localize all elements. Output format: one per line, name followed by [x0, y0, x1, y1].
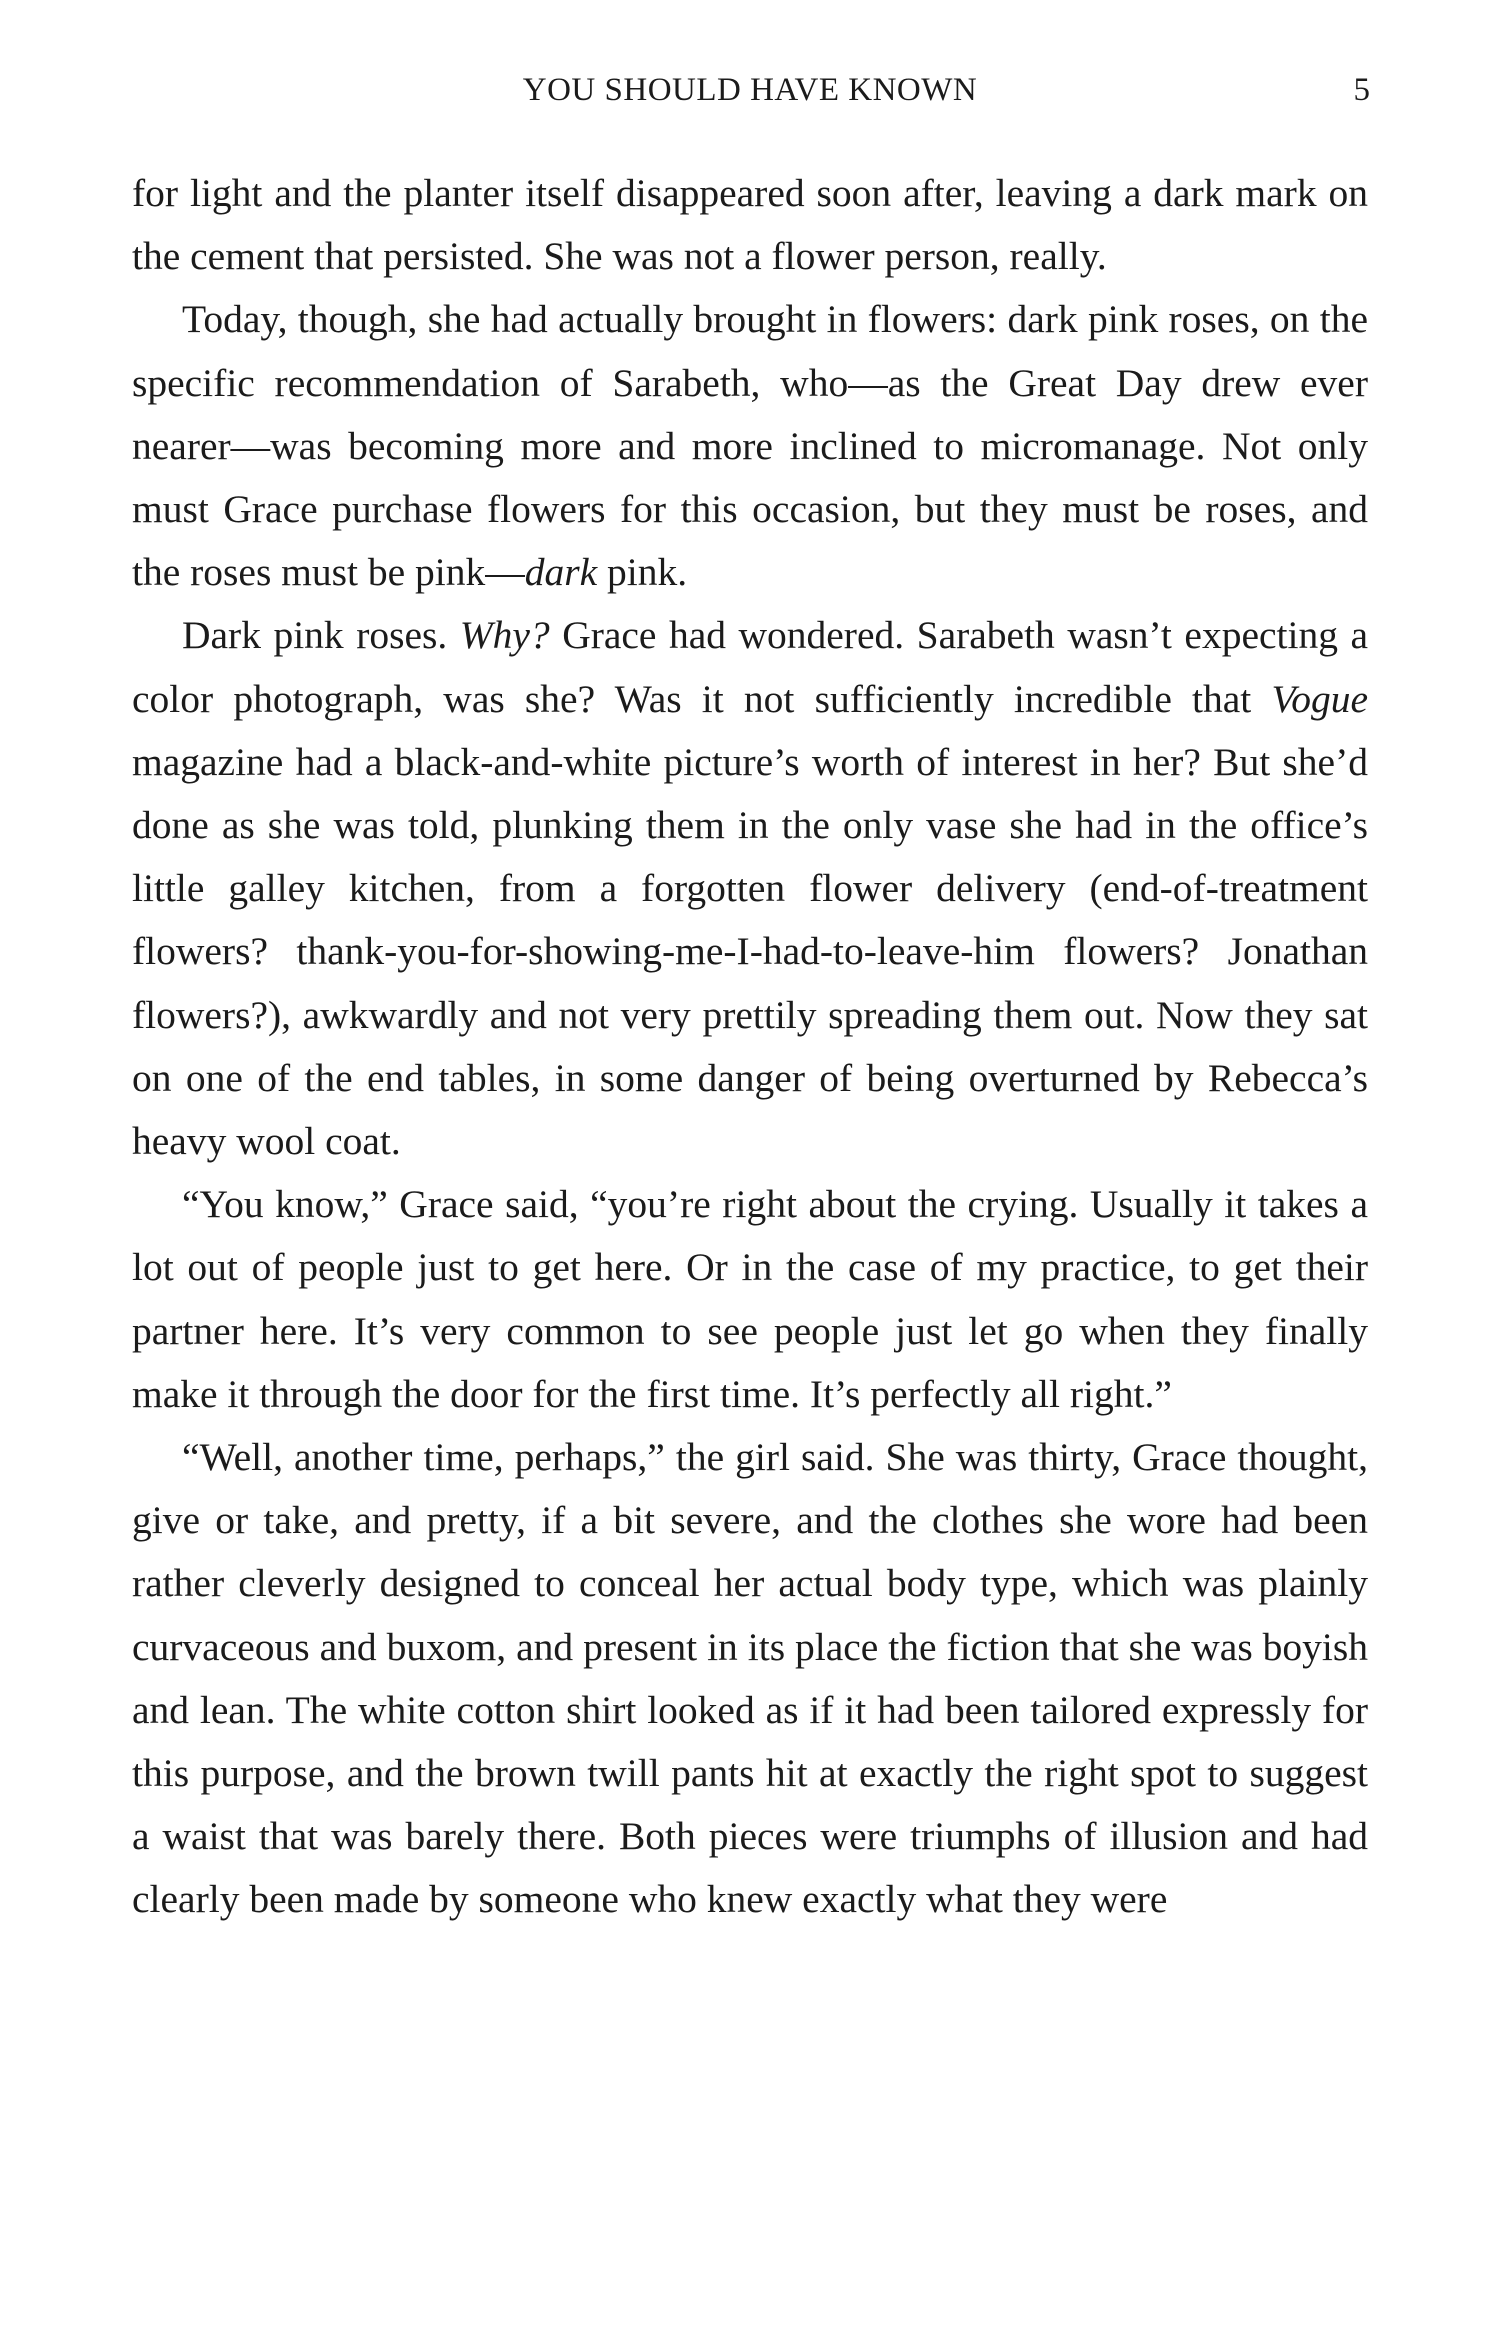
paragraph [132, 1173, 1368, 1426]
paragraph-continued [132, 162, 1368, 288]
text-run: Today, though, she had actually brought in flowers: dark pink roses, on the specific recommendation of Sarabeth, who—as the Great Day drew ever nearer—was becoming more and more inclined to micromanage. Not only must Grace purchase flowers for this occasion, but they must be roses, and the roses must be pink— [132, 297, 1368, 595]
text-run: “Well, another time, perhaps,” the girl said. She was thirty, Grace thought, give or take, and pretty, if a bit severe, and the clothes she wore had been rather cleverly designed to conceal her actual body type, which was plainly curvaceous and buxom, and present in its place the fiction that she was boyish and lean. The white cotton shirt looked as if it had been tailored expressly for this purpose, and the brown twill pants hit at exactly the right spot to suggest a waist that was barely there. Both pieces were triumphs of illusion and had clearly been made by someone who knew exactly what they were [132, 1435, 1368, 1922]
text-run: magazine had a black-and-white picture’s worth of interest in her? But she’d done as she was told, plunking them in the only vase she had in the office’s little galley kitchen, from a forgotten flower delivery (end-of-treatment flowers? thank-you-for-showing-me-I-had-to-leave-him flowers? Jonathan flowers?), awkwardly and not very prettily spreading them out. Now they sat on one of the end tables, in some danger of being overturned by Rebecca’s heavy wool coat. [132, 739, 1368, 1164]
running-title: YOU SHOULD HAVE KNOWN [522, 72, 978, 108]
text-run: Grace had wondered. Sarabeth wasn’t expecting a color photograph, was she? Was it not sufficiently incredible that [132, 613, 1368, 721]
running-header [130, 68, 1370, 112]
text-run: Dark pink roses. [182, 613, 460, 658]
page-number: 5 [1353, 72, 1370, 108]
emphasis-text: Why? [459, 613, 550, 658]
text-run: for light and the planter itself disappeared soon after, leaving a dark mark on the cement that persisted. She was not a flower person, really. [132, 171, 1368, 279]
emphasis-text: dark [524, 550, 598, 595]
body-text [132, 162, 1368, 1932]
paragraph [132, 288, 1368, 604]
text-run: pink. [597, 550, 688, 595]
paragraph [132, 604, 1368, 1173]
emphasis-text: Vogue [1271, 676, 1368, 721]
text-run: “You know,” Grace said, “you’re right about the crying. Usually it takes a lot out of people just to get here. Or in the case of my practice, to get their partner here. It’s very common to see people just let go when they finally make it through the door for the first time. It’s perfectly all right.” [132, 1182, 1368, 1416]
paragraph [132, 1426, 1368, 1932]
